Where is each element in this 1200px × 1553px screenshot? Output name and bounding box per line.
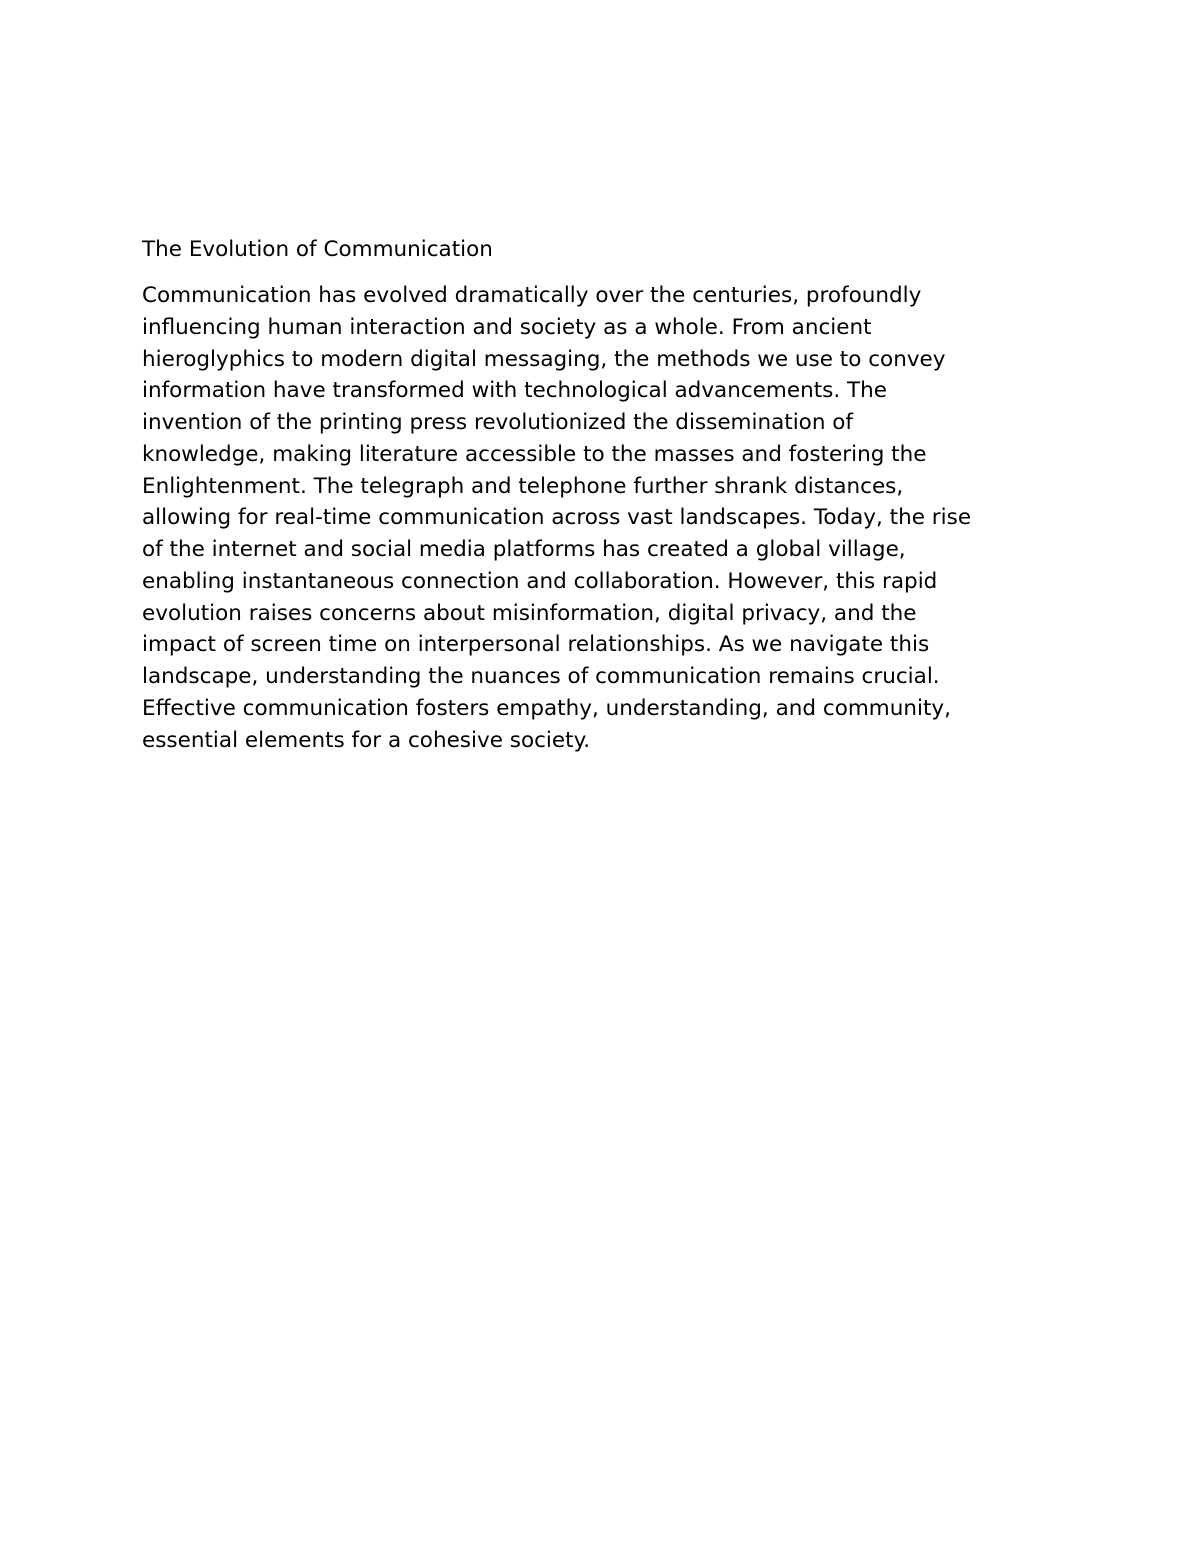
document-content	[142, 234, 1062, 756]
paragraph-line: hieroglyphics to modern digital messaging, the methods we use to convey	[142, 346, 946, 372]
paragraph-line: essential elements for a cohesive society.	[142, 727, 591, 753]
paragraph-line: enabling instantaneous connection and collaboration. However, this rapid	[142, 568, 938, 594]
paragraph-line: landscape, understanding the nuances of communication remains crucial.	[142, 664, 940, 689]
paragraph-line: of the internet and social media platforms has created a global village,	[142, 537, 906, 562]
paragraph-line: allowing for real-time communication across vast landscapes. Today, the rise	[142, 505, 972, 531]
paragraph-line: evolution raises concerns about misinformation, digital privacy, and the	[142, 600, 917, 626]
paragraph-line: Enlightenment. The telegraph and telephone further shrank distances,	[142, 473, 904, 499]
document-paragraph	[142, 280, 1062, 756]
paragraph-line: knowledge, making literature accessible to the masses and fostering the	[142, 441, 927, 467]
paragraph-line: influencing human interaction and society as a whole. From ancient	[142, 314, 872, 340]
paragraph-line: Effective communication fosters empathy, understanding, and community,	[142, 695, 951, 721]
paragraph-line: invention of the printing press revolutionized the dissemination of	[142, 410, 854, 435]
paragraph-line: Communication has evolved dramatically over the centuries, profoundly	[142, 283, 922, 308]
paragraph-line: information have transformed with technological advancements. The	[142, 378, 887, 404]
document-title: The Evolution of Communication	[142, 237, 493, 262]
paragraph-line: impact of screen time on interpersonal relationships. As we navigate this	[142, 632, 930, 658]
